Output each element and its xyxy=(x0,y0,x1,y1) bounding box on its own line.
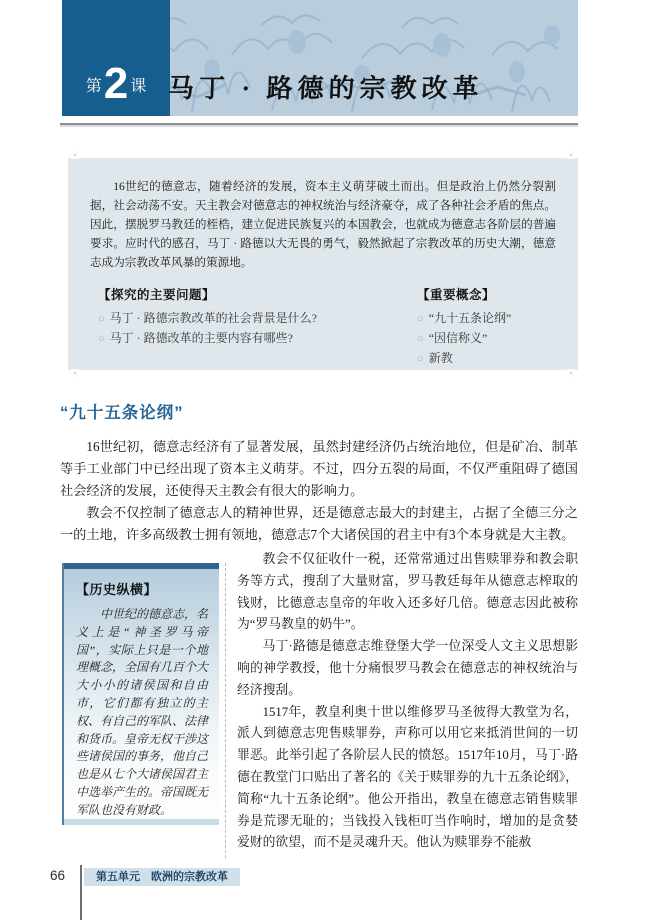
body-paragraph: 1517年，教皇利奥十世以维修罗马圣彼得大教堂为名，派人到德意志兜售赎罪券，声称可以用它来抵消世间的一切罪恶。此举引起了各阶层人民的愤怒。1517年10月，马丁·路德在教堂门口贴出了著名的《关于赎罪券的九十五条论纲》，简称“九十五条论纲”。他公开指出，教皇在德意志销售赎罪券是荒谬无耻的；当钱投入钱柜叮当作响时，增加的是贪婪爱财的欲望，而不是灵魂升天。他认为赎罪券不能赦 xyxy=(237,704,578,850)
questions-heading: 【探究的主要问题】 xyxy=(98,288,216,302)
sidebar-text: 中世纪的德意志，名义上是“神圣罗马帝国”，实际上只是一个地理概念，全国有几百个大大小小的诸侯国和自由市，它们都有独立的主权、有自己的军队、法律和货币。皇帝无权干涉这些诸侯国的事务，他自己也是从七个大诸侯国君主中选举产生的。帝国既无军队也没有财政。 xyxy=(76,607,209,817)
lesson-number-box xyxy=(62,0,170,116)
question-item xyxy=(98,309,382,329)
body-paragraph: 马丁·路德是德意志维登堡大学一位深受人文主义思想影响的神学教授，他十分痛恨罗马教会在德意志的神权统治与经济搜刮。 xyxy=(237,639,578,697)
unit-label: 第五单元 欧洲的宗教改革 xyxy=(84,868,240,886)
circle-bullet-icon: ○ xyxy=(98,333,105,345)
body-paragraph: 教会不仅控制了德意志人的精神世界，还是德意志最大的封建主，占据了全德三分之一的土地，许多高级教士拥有领地，德意志7个大诸侯国的君主中有3个本身就是大主教。 xyxy=(60,505,578,542)
corner-ornament xyxy=(567,151,575,159)
body-paragraph: 教会不仅征收什一税，还常常通过出售赎罪券和教会职务等方式，搜刮了大量财富，罗马教廷每年从德意志榨取的钱财，比德意志皇帝的年收入还多好几倍。德意志因此被称为“罗马教皇的奶牛”。 xyxy=(237,552,578,632)
concept-item xyxy=(417,309,578,329)
intro-columns xyxy=(68,285,578,369)
footer-vertical-rule xyxy=(80,865,82,920)
banner-divider xyxy=(60,123,578,125)
sidebar-top-bar xyxy=(64,563,219,569)
corner-ornament xyxy=(567,369,575,377)
intro-paragraph: 16世纪的德意志，随着经济的发展，资本主义萌芽破土而出。但是政治上仍然分裂割据，社会动荡不安。天主教会对德意志的神权统治与经济豪夺，成了各种社会矛盾的焦点。因此，摆脱罗马教廷的桎梏，建立促进民族复兴的本国教会，也就成为德意志各阶层的普遍要求。应时代的感召，马丁 · 路德以大无畏的勇气，毅然掀起了宗教改革的历史大潮，德意志成为宗教改革风暴的策源地。 xyxy=(90,180,556,269)
concept-text: 新教 xyxy=(428,351,453,365)
history-sidebar-box xyxy=(62,563,219,825)
body-paragraph: 16世纪初，德意志经济有了显著发展，虽然封建经济仍占统治地位，但是矿冶、制革等手工业部门中已经出现了资本主义萌芽。不过，四分五裂的局面，不仅严重阻碍了德国社会经济的发展，还使得天主教会有很大的影响力。 xyxy=(60,439,578,498)
lesson-number: 2 xyxy=(103,59,129,108)
questions-column xyxy=(98,285,382,369)
concept-item xyxy=(417,329,578,349)
intro-box xyxy=(68,158,578,370)
circle-bullet-icon: ○ xyxy=(417,313,424,325)
sidebar-bottom-bar xyxy=(64,819,219,825)
sidebar-heading: 【历史纵横】 xyxy=(76,582,158,597)
section-heading: “九十五条论纲” xyxy=(60,404,184,422)
page-title: 马丁 · 路德的宗教改革 xyxy=(167,74,485,103)
concepts-column xyxy=(417,285,578,369)
concept-text: “因信称义” xyxy=(428,331,488,345)
body-text-full-width xyxy=(60,436,578,546)
lesson-suffix: 课 xyxy=(130,77,147,95)
corner-ornament xyxy=(71,151,79,159)
page-number: 66 xyxy=(50,868,66,883)
concept-text: “九十五条论纲” xyxy=(428,311,512,325)
circle-bullet-icon: ○ xyxy=(417,333,424,345)
circle-bullet-icon: ○ xyxy=(417,353,424,365)
question-text: 马丁 · 路德宗教改革的社会背景是什么? xyxy=(109,311,317,325)
body-text-right-column xyxy=(237,549,578,854)
dashed-column-divider xyxy=(225,563,226,858)
concepts-heading: 【重要概念】 xyxy=(417,288,496,302)
circle-bullet-icon: ○ xyxy=(98,313,105,325)
question-item xyxy=(98,329,382,349)
lesson-prefix: 第 xyxy=(85,77,102,95)
corner-ornament xyxy=(71,369,79,377)
concept-item xyxy=(417,349,578,369)
question-text: 马丁 · 路德改革的主要内容有哪些? xyxy=(109,331,293,345)
